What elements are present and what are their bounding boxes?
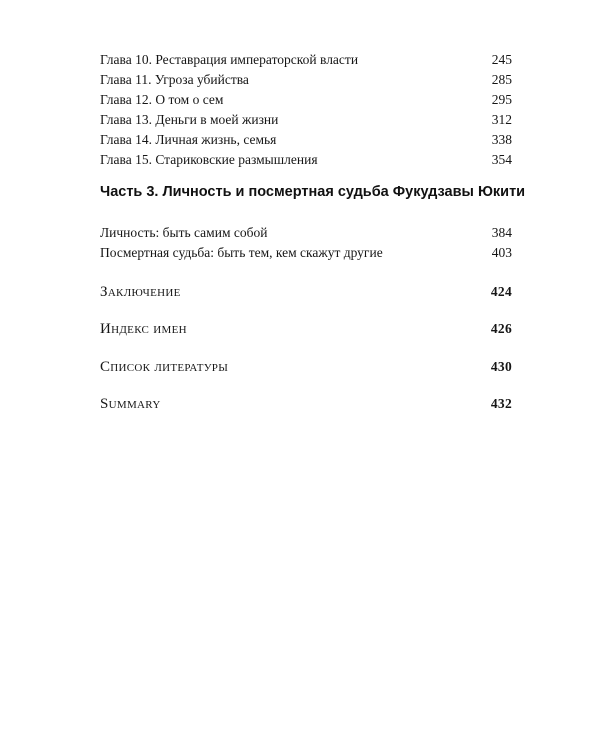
toc-entry-page: 432 bbox=[490, 396, 512, 411]
toc-entry-page: 295 bbox=[491, 92, 512, 107]
toc-entry-chapter-14 bbox=[100, 132, 512, 148]
toc-entry-summary bbox=[100, 396, 512, 413]
toc-entry-label: Глава 13. Деньги в моей жизни bbox=[100, 112, 279, 127]
toc-entry-page: 285 bbox=[491, 72, 512, 87]
toc-entry-conclusion bbox=[100, 284, 512, 301]
toc-entry-page: 354 bbox=[491, 152, 512, 167]
toc-entry-label: Личность: быть самим собой bbox=[100, 225, 268, 240]
toc-entry-page: 338 bbox=[491, 132, 512, 147]
toc-entry-page: 430 bbox=[490, 359, 512, 374]
toc-entry-label: Глава 12. О том о сем bbox=[100, 92, 224, 107]
toc-entry-label: Глава 14. Личная жизнь, семья bbox=[100, 132, 277, 147]
toc-entry-label: Summary bbox=[100, 396, 161, 412]
toc-entry-page: 426 bbox=[490, 321, 512, 336]
toc-entry-label: Глава 10. Реставрация императорской власти bbox=[100, 52, 359, 67]
toc-entry-page: 245 bbox=[491, 52, 512, 67]
toc-entry-page: 403 bbox=[491, 245, 512, 260]
toc-entry-chapter-11 bbox=[100, 72, 512, 88]
toc-entry-page: 312 bbox=[491, 112, 512, 127]
toc-entry-page: 384 bbox=[491, 225, 512, 240]
toc-entry-chapter-12 bbox=[100, 92, 512, 108]
part-3-heading: Часть 3. Личность и посмертная судьба Фукудзавы Юкити bbox=[100, 184, 526, 200]
toc-entry-label: Посмертная судьба: быть тем, кем скажут другие bbox=[100, 245, 383, 260]
toc-entry-label: Заключение bbox=[100, 284, 181, 300]
toc-entry-page: 424 bbox=[490, 284, 512, 299]
toc-entry-chapter-15 bbox=[100, 152, 512, 168]
toc-entry-chapter-13 bbox=[100, 112, 512, 128]
toc-entry-name-index bbox=[100, 321, 512, 338]
toc-entry-chapter-10 bbox=[100, 52, 512, 68]
toc-entry-label: Глава 11. Угроза убийства bbox=[100, 72, 249, 87]
toc-entry-label: Индекс имен bbox=[100, 321, 187, 337]
toc-entry-bibliography bbox=[100, 359, 512, 376]
toc-entry-label: Список литературы bbox=[100, 359, 229, 375]
toc-entry-label: Глава 15. Стариковские размышления bbox=[100, 152, 318, 167]
toc-entry-posthumous-fate bbox=[100, 245, 512, 261]
toc-entry-personality bbox=[100, 225, 512, 241]
